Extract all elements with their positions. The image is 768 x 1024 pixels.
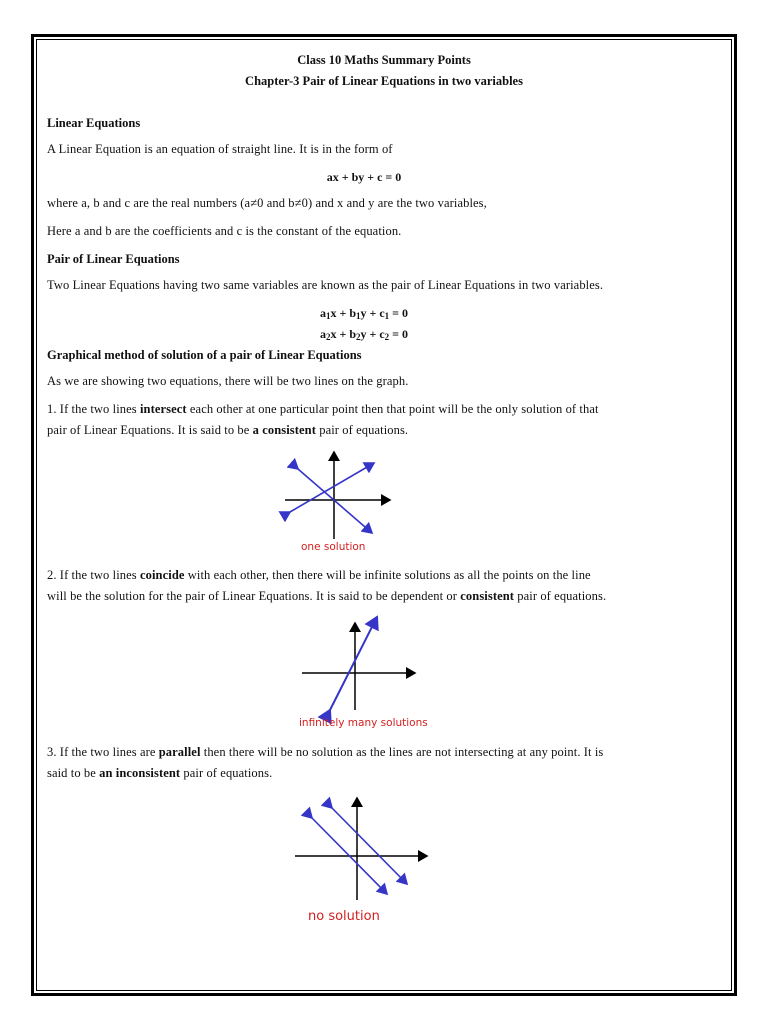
case3-line2 [47, 766, 272, 781]
eq2-b: x + b [330, 327, 356, 341]
linear-definition: A Linear Equation is an equation of straight line. It is in the form of [47, 142, 393, 156]
heading-linear-equations: Linear Equations [47, 116, 141, 130]
eq2-b-sub: 2 [356, 332, 361, 342]
eq1-c-sub: 1 [384, 311, 390, 321]
case1-text-a: 1. If the two lines [47, 402, 140, 416]
case2-line1 [47, 568, 591, 583]
eq1-a-sub: 1 [325, 311, 331, 321]
pair-definition: Two Linear Equations having two same variables are known as the pair of Linear Equations in two variables. [47, 278, 604, 292]
eq1-rest: = 0 [389, 306, 409, 320]
case2-bold-consistent: consistent [460, 589, 515, 603]
case1-text-d: pair of equations. [316, 423, 409, 437]
case2-text-c: will be the solution for the pair of Linear Equations. It is said to be dependent or [47, 589, 461, 603]
heading-graphical-method: Graphical method of solution of a pair of Linear Equations [47, 348, 362, 362]
parallel-line-two [332, 808, 407, 884]
case1-text-b: each other at one particular point then that point will be the only solution of that [186, 402, 599, 416]
case2-bold-coincide: coincide [139, 568, 185, 582]
chapter-title: Chapter-3 Pair of Linear Equations in two variables [245, 74, 523, 88]
eq1-b-sub: 1 [356, 311, 361, 321]
document-title: Class 10 Maths Summary Points [297, 53, 471, 67]
eq2-rest: = 0 [389, 327, 409, 341]
eq1-a: a [319, 306, 326, 320]
eq2-c-sub: 2 [384, 332, 390, 342]
case2-text-a: 2. If the two lines [47, 568, 140, 582]
case2-text-d: pair of equations. [514, 589, 607, 603]
case2-text-b: with each other, then there will be infinite solutions as all the points on the line [184, 568, 591, 582]
case1-line2 [47, 423, 408, 438]
linear-coefficients-text: Here a and b are the coefficients and c is the constant of the equation. [47, 224, 402, 238]
graph-one-solution [270, 445, 410, 560]
graph-no-solution [285, 790, 440, 930]
case3-line1 [47, 745, 603, 760]
caption-infinitely-many-solutions: infinitely many solutions [299, 717, 428, 729]
case1-bold-intersect: intersect [139, 402, 187, 416]
line-one [290, 463, 374, 512]
eq1-c: y + c [360, 306, 385, 320]
graph-infinitely-many-solutions [290, 610, 435, 735]
linear-variables-text: where a, b and c are the real numbers (a≠0 and b≠0) and x and y are the two variables, [47, 196, 487, 210]
eq2-a: a [319, 327, 326, 341]
heading-pair-of-linear-equations: Pair of Linear Equations [47, 252, 180, 266]
graphical-intro: As we are showing two equations, there will be two lines on the graph. [47, 374, 409, 388]
coincident-line [330, 617, 377, 710]
caption-no-solution: no solution [308, 909, 380, 924]
caption-one-solution: one solution [301, 541, 366, 553]
case3-text-b: then there will be no solution as the lines are not intersecting at any point. It is [200, 745, 604, 759]
eq1-b: x + b [330, 306, 356, 320]
case3-text-a: 3. If the two lines are [47, 745, 159, 759]
case2-line2 [47, 589, 606, 604]
linear-equation-form: ax + by + c = 0 [326, 170, 402, 184]
pair-equation-2 [0, 327, 728, 342]
case1-line1 [47, 402, 599, 417]
eq2-a-sub: 2 [325, 332, 331, 342]
case3-bold-inconsistent: an inconsistent [99, 766, 181, 780]
case3-text-c: said to be [47, 766, 100, 780]
case1-bold-consistent: a consistent [252, 423, 316, 437]
case1-text-c: pair of Linear Equations. It is said to be [47, 423, 253, 437]
case3-bold-parallel: parallel [158, 745, 201, 759]
pair-equation-1 [0, 306, 728, 321]
case3-text-d: pair of equations. [180, 766, 273, 780]
eq2-c: y + c [360, 327, 385, 341]
